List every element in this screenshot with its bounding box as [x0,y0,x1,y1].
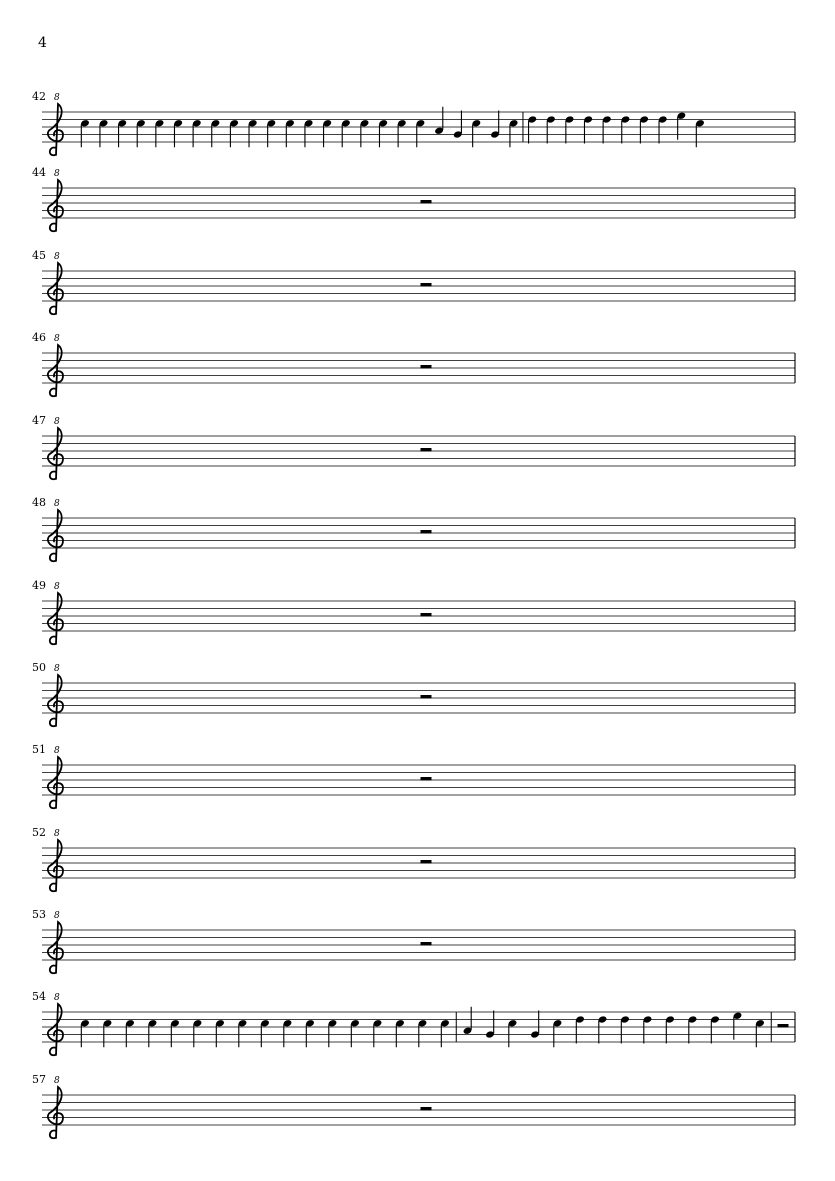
ottava-mark: 8 [54,334,60,344]
measure-number: 48 [32,496,46,509]
measure-number: 49 [32,579,46,592]
ottava-mark: 8 [54,911,60,921]
staff-system [32,826,795,891]
whole-rest [421,942,432,946]
ottava-mark: 8 [54,664,60,674]
measure-number: 54 [32,990,46,1003]
staff-system [32,908,795,973]
ottava-mark: 8 [54,252,60,262]
staff-system [32,90,795,155]
ottava-mark: 8 [54,417,60,427]
staff-system [32,166,795,231]
page-number: 4 [38,35,47,51]
measure-number: 57 [32,1073,46,1086]
systems [32,90,795,1138]
ottava-mark: 8 [54,93,60,103]
ottava-mark: 8 [54,169,60,179]
measure-number: 44 [32,166,46,179]
measure-number: 47 [32,414,46,427]
whole-rest [421,1107,432,1111]
whole-rest [421,613,432,617]
staff-system [32,331,795,396]
staff-system [32,743,795,808]
measure-number: 46 [32,331,46,344]
ottava-mark: 8 [54,993,60,1003]
staff-system [32,990,795,1055]
ottava-mark: 8 [54,746,60,756]
measure-number: 52 [32,826,46,839]
whole-rest [421,777,432,781]
measure-number: 50 [32,661,46,674]
staff-system [32,414,795,479]
staff-system [32,1073,795,1138]
ottava-mark: 8 [54,1076,60,1086]
staff-system [32,496,795,561]
staff-system [32,579,795,644]
whole-rest [421,283,432,287]
whole-rest [421,200,432,204]
whole-rest [421,365,432,369]
ottava-mark: 8 [54,829,60,839]
measure-number: 53 [32,908,46,921]
ottava-mark: 8 [54,499,60,509]
measure-number: 51 [32,743,46,756]
trailing-rest [778,1024,789,1028]
whole-rest [421,448,432,452]
measure-number: 42 [32,90,46,103]
ottava-mark: 8 [54,582,60,592]
measure-number: 45 [32,249,46,262]
staff-system [32,249,795,314]
whole-rest [421,530,432,534]
whole-rest [421,860,432,864]
staff-system [32,661,795,726]
whole-rest [421,695,432,699]
